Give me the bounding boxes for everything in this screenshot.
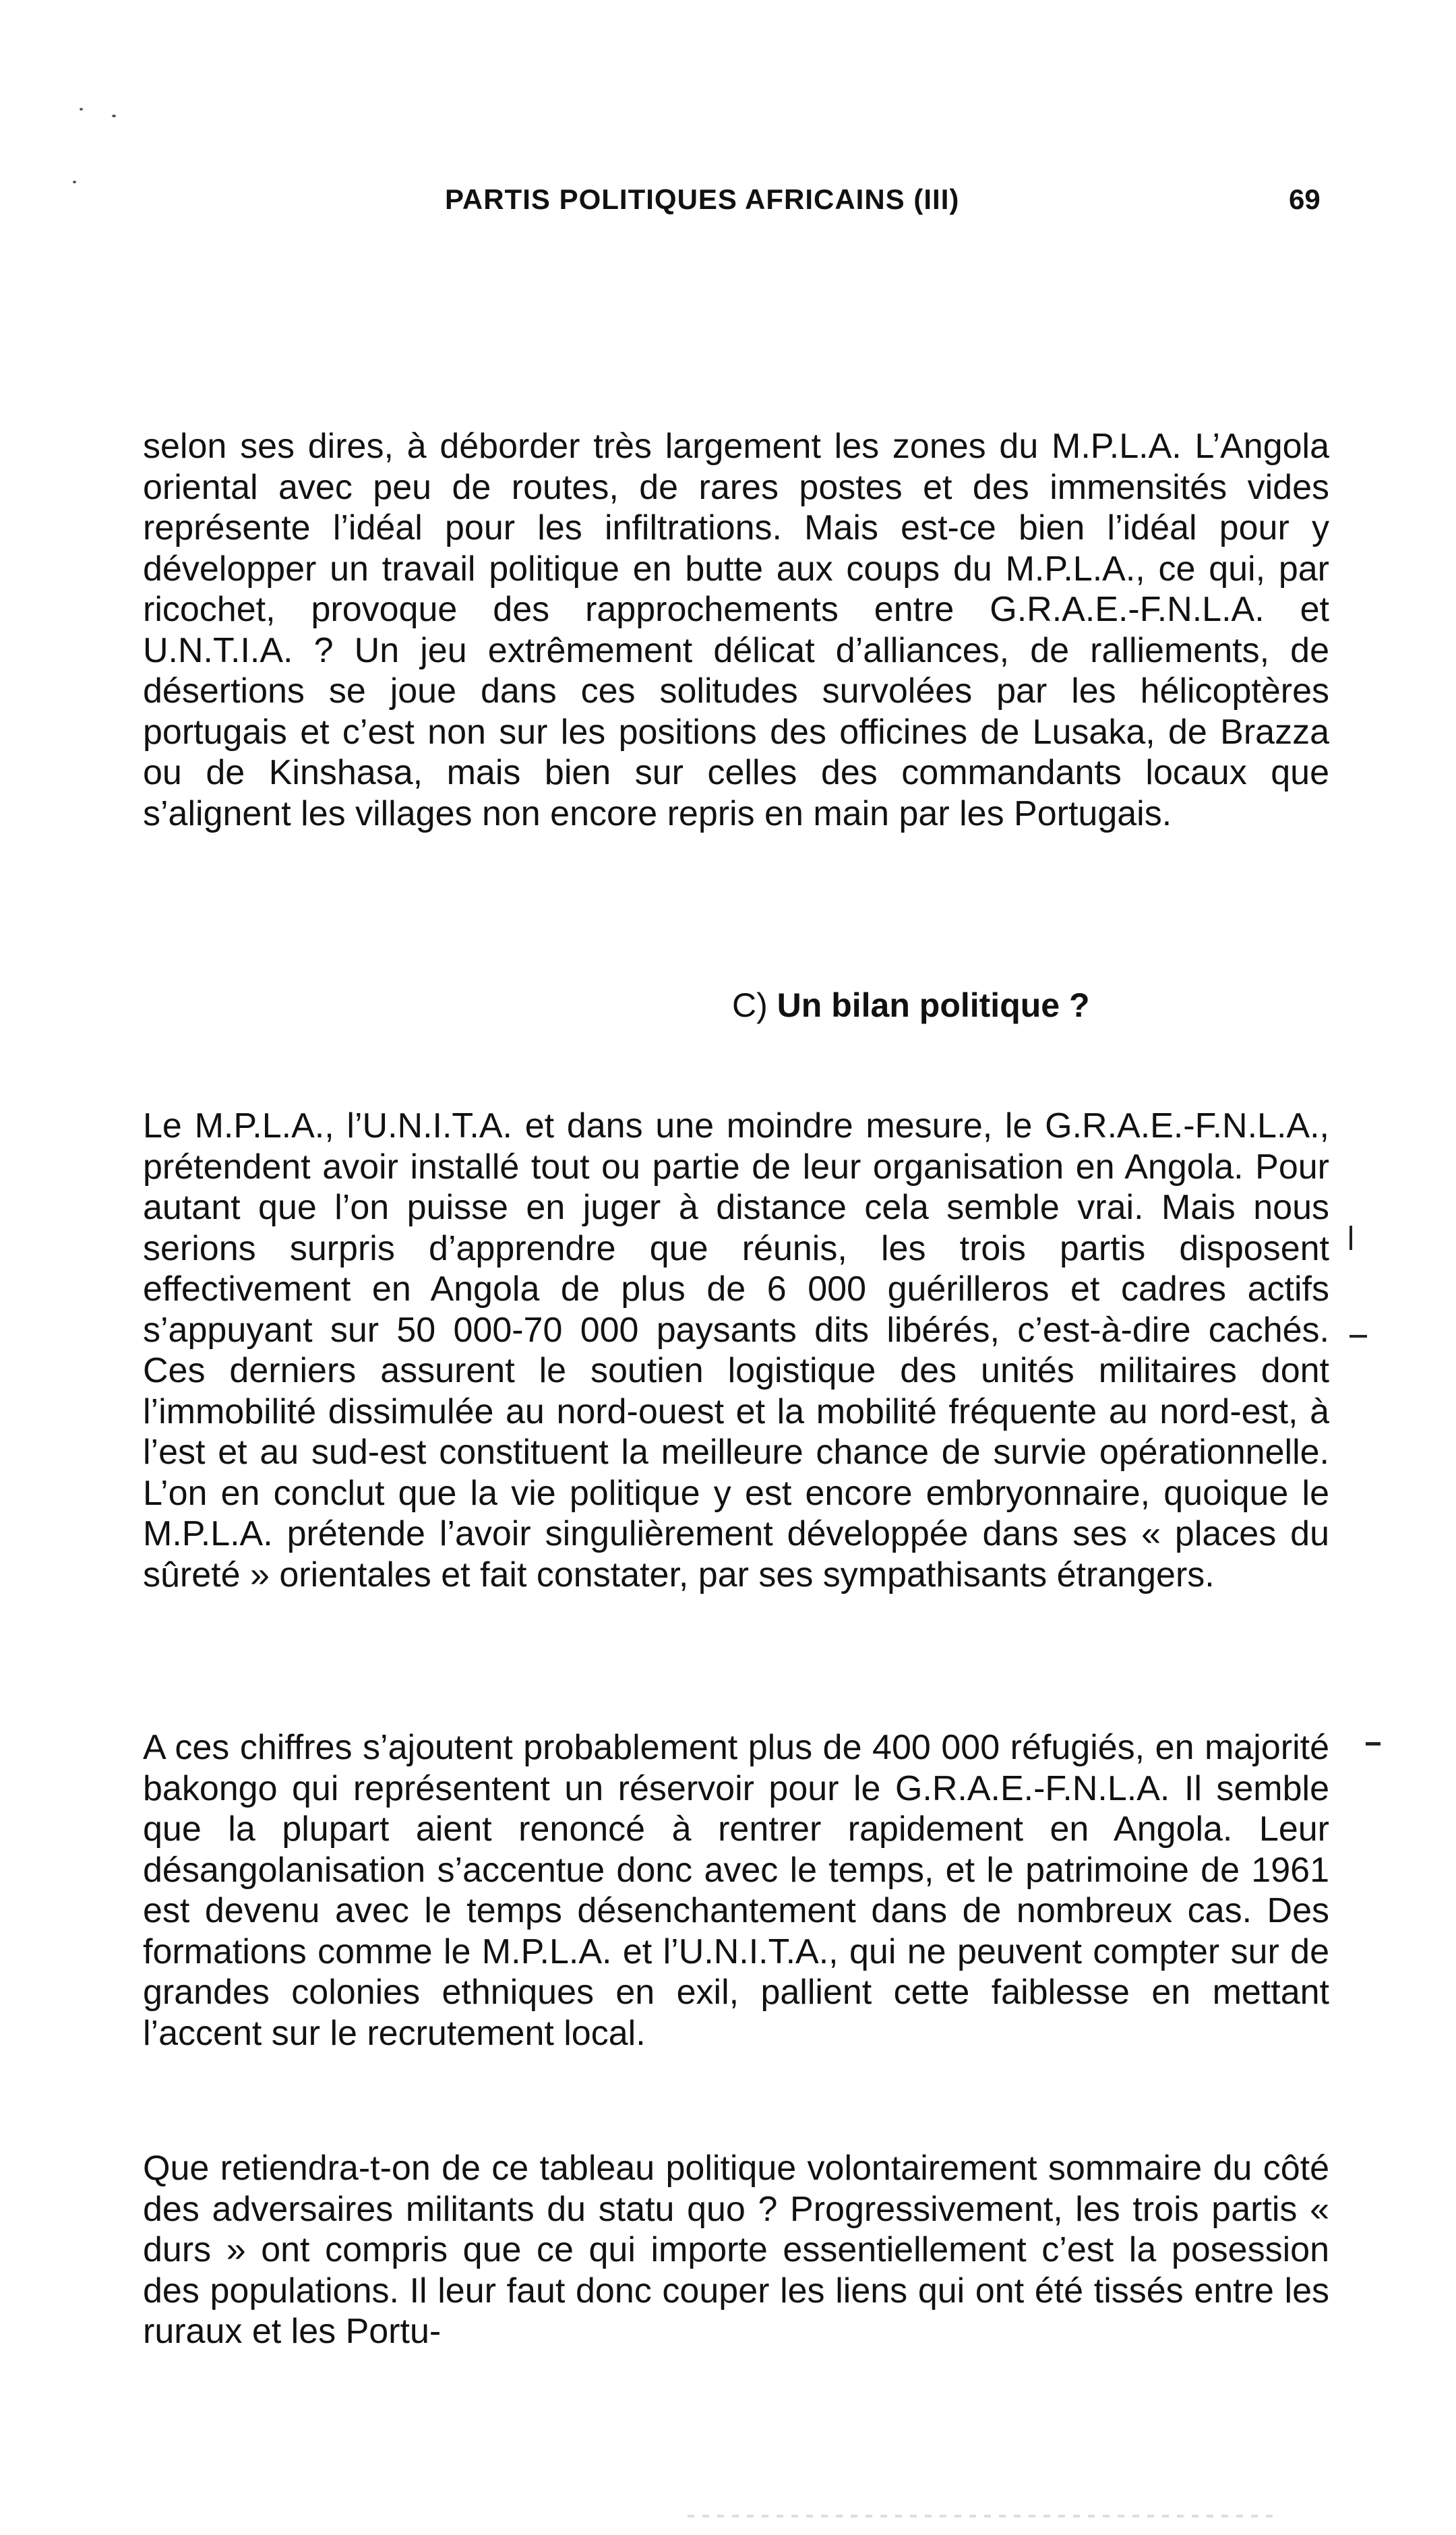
scan-noise bbox=[688, 2515, 1281, 2517]
paragraph-4 bbox=[143, 2148, 1329, 2352]
section-letter: C) bbox=[732, 986, 768, 1024]
margin-mark bbox=[1349, 1226, 1352, 1250]
section-title: Un bilan politique ? bbox=[777, 986, 1090, 1024]
page-number: 69 bbox=[1289, 183, 1321, 215]
running-title: PARTIS POLITIQUES AFRICAINS (III) bbox=[445, 183, 960, 215]
scan-speck bbox=[112, 115, 116, 117]
paragraph-3 bbox=[143, 1727, 1329, 2054]
margin-mark bbox=[1349, 1335, 1367, 1338]
paragraph-1 bbox=[143, 426, 1329, 834]
paragraph-2-text: Le M.P.L.A., l’U.N.I.T.A. et dans une moindre mesure, le G.R.A.E.-F.N.L.A., prétendent avoir installé tout ou partie de leur organisation en Angola. Pour autant que l’on puisse en juger à distance cela semble vrai. Mais nous serions surpris d’apprendre que réunis, les trois partis disposent effectivement en Angola de plus de 6 000 guérilleros et cadres actifs s’appuyant sur 50 000-70 000 paysants dits libérés, c’est-à-dire cachés. Ces derniers assurent le soutien logistique des unités militaires dont l’immobilité dissimulée au nord-ouest et la mobilité fréquente au nord-est, à l’est et au sud-est constituent la meilleure chance de survie opérationnelle. L’on en conclut que la vie politique y est encore embryonnaire, quoique le M.P.L.A. prétende l’avoir singulièrement développée dans ses « places du sûreté » orientales et fait constater, par ses sympathisants étrangers. bbox=[143, 1106, 1329, 1594]
section-heading bbox=[732, 986, 1090, 1025]
paragraph-1-text: selon ses dires, à déborder très largement les zones du M.P.L.A. L’Angola oriental avec peu de routes, de rares postes et des immensités vides représente l’idéal pour les infiltrations. Mais est-ce bien l’idéal pour y développer un travail politique en butte aux coups du M.P.L.A., ce qui, par ricochet, provoque des rapprochements entre G.R.A.E.-F.N.L.A. et U.N.T.I.A. ? Un jeu extrêmement délicat d’alliances, de ralliements, de désertions se joue dans ces solitudes survolées par les hélicoptères portugais et c’est non sur les positions des officines de Lusaka, de Brazza ou de Kinshasa, mais bien sur celles des commandants locaux que s’alignent les villages non encore repris en main par les Portugais. bbox=[143, 427, 1329, 833]
margin-mark bbox=[1366, 1742, 1381, 1746]
scan-speck bbox=[73, 181, 76, 183]
scan-speck bbox=[80, 108, 83, 111]
paragraph-3-text: A ces chiffres s’ajoutent probablement plus de 400 000 réfugiés, en majorité bakongo qui représentent un réservoir pour le G.R.A.E.-F.N.L.A. Il semble que la plupart aient renoncé à rentrer rapidement en Angola. Leur désangolanisation s’accentue donc avec le temps, et le patrimoine de 1961 est devenu avec le temps désenchantement dans de nombreux cas. Des formations comme le M.P.L.A. et l’U.N.I.T.A., qui ne peuvent compter sur de grandes colonies ethniques en exil, pallient cette faiblesse en mettant l’accent sur le recrutement local. bbox=[143, 1728, 1329, 2053]
paragraph-4-text: Que retiendra-t-on de ce tableau politique volontairement sommaire du côté des adversaires militants du statu quo ? Progressivement, les trois partis « durs » ont compris que ce qui importe essentiellement c’est la posession des populations. Il leur faut donc couper les liens qui ont été tissés entre les ruraux et les Portu- bbox=[143, 2149, 1329, 2351]
paragraph-2 bbox=[143, 1106, 1329, 1595]
